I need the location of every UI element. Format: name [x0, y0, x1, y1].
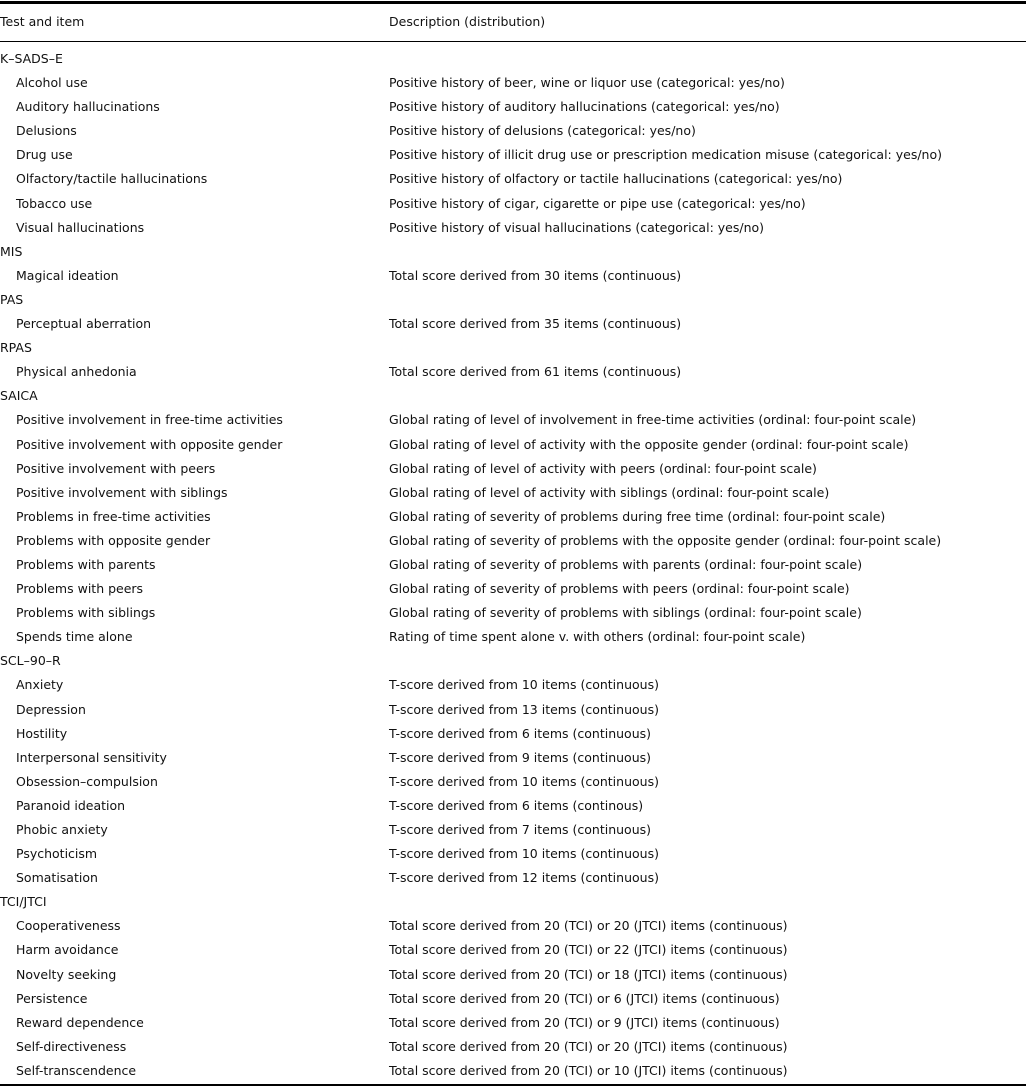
- item-name: Reward dependence: [16, 1014, 144, 1030]
- table-row: [0, 1035, 1026, 1059]
- table-row: [0, 360, 1026, 384]
- item-description: Global rating of level of activity with peers (ordinal: four-point scale): [389, 460, 817, 476]
- item-description: Rating of time spent alone v. with others (ordinal: four-point scale): [389, 629, 806, 645]
- item-description: Total score derived from 20 (TCI) or 20 (JTCI) items (continuous): [389, 918, 788, 934]
- table-row: [0, 746, 1026, 770]
- item-name: Positive involvement with siblings: [16, 484, 228, 500]
- item-description: Positive history of visual hallucinations (categorical: yes/no): [389, 219, 765, 235]
- table-row: [0, 673, 1026, 697]
- item-description: T-score derived from 12 items (continuous): [389, 870, 659, 886]
- item-description: T-score derived from 6 items (continous): [389, 797, 644, 813]
- table-section-row: [0, 890, 1026, 914]
- item-name: Physical anhedonia: [16, 364, 137, 380]
- table-section-row: [0, 649, 1026, 673]
- item-name: Positive involvement in free-time activities: [16, 412, 283, 428]
- item-name: Anxiety: [16, 677, 64, 693]
- section-title: K–SADS–E: [0, 51, 63, 66]
- item-description: Total score derived from 20 (TCI) or 9 (JTCI) items (continuous): [389, 1014, 780, 1030]
- column-header-description: Description (distribution): [389, 14, 546, 29]
- item-description: Global rating of severity of problems with siblings (ordinal: four-point scale): [389, 605, 862, 621]
- table-header: [0, 13, 1026, 31]
- section-title: RPAS: [0, 340, 32, 356]
- table-section-row: [0, 384, 1026, 408]
- item-name: Problems with siblings: [16, 605, 156, 621]
- table-row: [0, 963, 1026, 987]
- table-row: [0, 914, 1026, 938]
- item-name: Olfactory/tactile hallucinations: [16, 171, 208, 187]
- table-section-row: [0, 240, 1026, 264]
- table-body: [0, 47, 1026, 1083]
- item-name: Problems with peers: [16, 581, 144, 597]
- item-description: Global rating of severity of problems with peers (ordinal: four-point scale): [389, 581, 850, 597]
- item-name: Interpersonal sensitivity: [16, 749, 167, 765]
- table-row: [0, 192, 1026, 216]
- table-row: [0, 433, 1026, 457]
- item-description: Total score derived from 20 (TCI) or 20 (JTCI) items (continuous): [389, 1038, 788, 1054]
- table-row: [0, 842, 1026, 866]
- item-name: Phobic anxiety: [16, 822, 108, 837]
- item-description: Total score derived from 20 (TCI) or 18 (JTCI) items (continuous): [389, 966, 788, 982]
- item-description: Total score derived from 61 items (continuous): [389, 364, 682, 380]
- item-description: T-score derived from 9 items (continuous): [389, 749, 652, 765]
- table-row: [0, 987, 1026, 1011]
- section-title: TCI/JTCI: [0, 894, 47, 910]
- table-row: [0, 529, 1026, 553]
- section-title: SCL–90–R: [0, 653, 61, 669]
- item-description: Positive history of auditory hallucinations (categorical: yes/no): [389, 99, 780, 115]
- item-name: Drug use: [16, 147, 73, 163]
- table-row: [0, 722, 1026, 746]
- item-description: T-score derived from 10 items (continuous): [389, 773, 659, 789]
- section-title: MIS: [0, 243, 23, 259]
- item-description: Total score derived from 30 items (continuous): [389, 267, 682, 283]
- item-description: Global rating of severity of problems with the opposite gender (ordinal: four-point scale): [389, 532, 942, 548]
- table-row: [0, 698, 1026, 722]
- item-description: Global rating of level of involvement in free-time activities (ordinal: four-point scale): [389, 412, 917, 428]
- item-name: Tobacco use: [16, 195, 93, 211]
- item-description: Total score derived from 20 (TCI) or 22 (JTCI) items (continuous): [389, 942, 788, 958]
- item-name: Alcohol use: [16, 75, 88, 91]
- item-name: Self-directiveness: [16, 1038, 127, 1054]
- item-description: T-score derived from 10 items (continuous): [389, 677, 659, 693]
- table-row: [0, 167, 1026, 191]
- item-name: Depression: [16, 701, 86, 717]
- table-header-rule: [0, 41, 1026, 42]
- item-description: Global rating of level of activity with the opposite gender (ordinal: four-point scale): [389, 436, 909, 452]
- table-row: [0, 95, 1026, 119]
- table-row: [0, 866, 1026, 890]
- column-header-test-and-item: Test and item: [0, 14, 85, 29]
- item-description: Positive history of delusions (categorical: yes/no): [389, 123, 696, 139]
- table-row: [0, 264, 1026, 288]
- table-row: [0, 481, 1026, 505]
- item-description: Positive history of beer, wine or liquor use (categorical: yes/no): [389, 75, 785, 91]
- item-name: Somatisation: [16, 870, 98, 886]
- table-row: [0, 1059, 1026, 1083]
- item-name: Self-transcendence: [16, 1062, 137, 1078]
- item-name: Paranoid ideation: [16, 797, 126, 813]
- item-name: Perceptual aberration: [16, 316, 152, 332]
- item-name: Novelty seeking: [16, 966, 117, 982]
- item-description: Total score derived from 20 (TCI) or 10 (JTCI) items (continuous): [389, 1062, 788, 1078]
- table-section-row: [0, 336, 1026, 360]
- table-row: [0, 312, 1026, 336]
- table-bottom-rule: [0, 1084, 1026, 1086]
- item-name: Spends time alone: [16, 629, 133, 645]
- item-name: Persistence: [16, 990, 88, 1006]
- item-name: Positive involvement with peers: [16, 460, 216, 476]
- table-row: [0, 794, 1026, 818]
- section-title: PAS: [0, 291, 24, 307]
- table-row: [0, 71, 1026, 95]
- table-section-row: [0, 47, 1026, 71]
- item-name: Magical ideation: [16, 267, 119, 283]
- item-description: Global rating of level of activity with siblings (ordinal: four-point scale): [389, 484, 830, 500]
- item-name: Problems with opposite gender: [16, 532, 211, 548]
- item-name: Problems in free-time activities: [16, 508, 211, 524]
- item-name: Positive involvement with opposite gender: [16, 436, 283, 452]
- item-name: Problems with parents: [16, 556, 156, 572]
- item-description: T-score derived from 6 items (continuous): [389, 725, 652, 741]
- item-name: Visual hallucinations: [16, 219, 145, 235]
- item-name: Delusions: [16, 123, 77, 139]
- item-description: Positive history of olfactory or tactile hallucinations (categorical: yes/no): [389, 171, 843, 187]
- item-description: T-score derived from 7 items (continuous): [389, 822, 652, 837]
- item-name: Obsession–compulsion: [16, 773, 158, 789]
- table-top-rule: [0, 1, 1026, 4]
- table-row: [0, 601, 1026, 625]
- table-row: [0, 505, 1026, 529]
- table-row: [0, 216, 1026, 240]
- item-name: Harm avoidance: [16, 942, 119, 958]
- item-name: Psychoticism: [16, 846, 98, 862]
- item-description: Total score derived from 35 items (continuous): [389, 316, 682, 332]
- item-description: Global rating of severity of problems with parents (ordinal: four-point scale): [389, 556, 863, 572]
- item-description: Positive history of cigar, cigarette or pipe use (categorical: yes/no): [389, 195, 806, 211]
- table-row: [0, 625, 1026, 649]
- table-row: [0, 143, 1026, 167]
- table-row: [0, 1011, 1026, 1035]
- table-section-row: [0, 288, 1026, 312]
- item-description: T-score derived from 13 items (continuous): [389, 701, 659, 717]
- section-title: SAICA: [0, 388, 38, 404]
- table-row: [0, 553, 1026, 577]
- table-row: [0, 577, 1026, 601]
- table-row: [0, 457, 1026, 481]
- table-row: [0, 408, 1026, 432]
- table-row: [0, 818, 1026, 842]
- item-description: Global rating of severity of problems during free time (ordinal: four-point scale): [389, 508, 886, 524]
- table-row: [0, 938, 1026, 962]
- table-row: [0, 119, 1026, 143]
- item-name: Auditory hallucinations: [16, 99, 160, 115]
- item-description: T-score derived from 10 items (continuous): [389, 846, 659, 862]
- item-description: Total score derived from 20 (TCI) or 6 (JTCI) items (continuous): [389, 990, 780, 1006]
- item-name: Hostility: [16, 725, 68, 741]
- item-name: Cooperativeness: [16, 918, 121, 934]
- item-description: Positive history of illicit drug use or prescription medication misuse (categorical: yes/no): [389, 147, 942, 163]
- table-row: [0, 770, 1026, 794]
